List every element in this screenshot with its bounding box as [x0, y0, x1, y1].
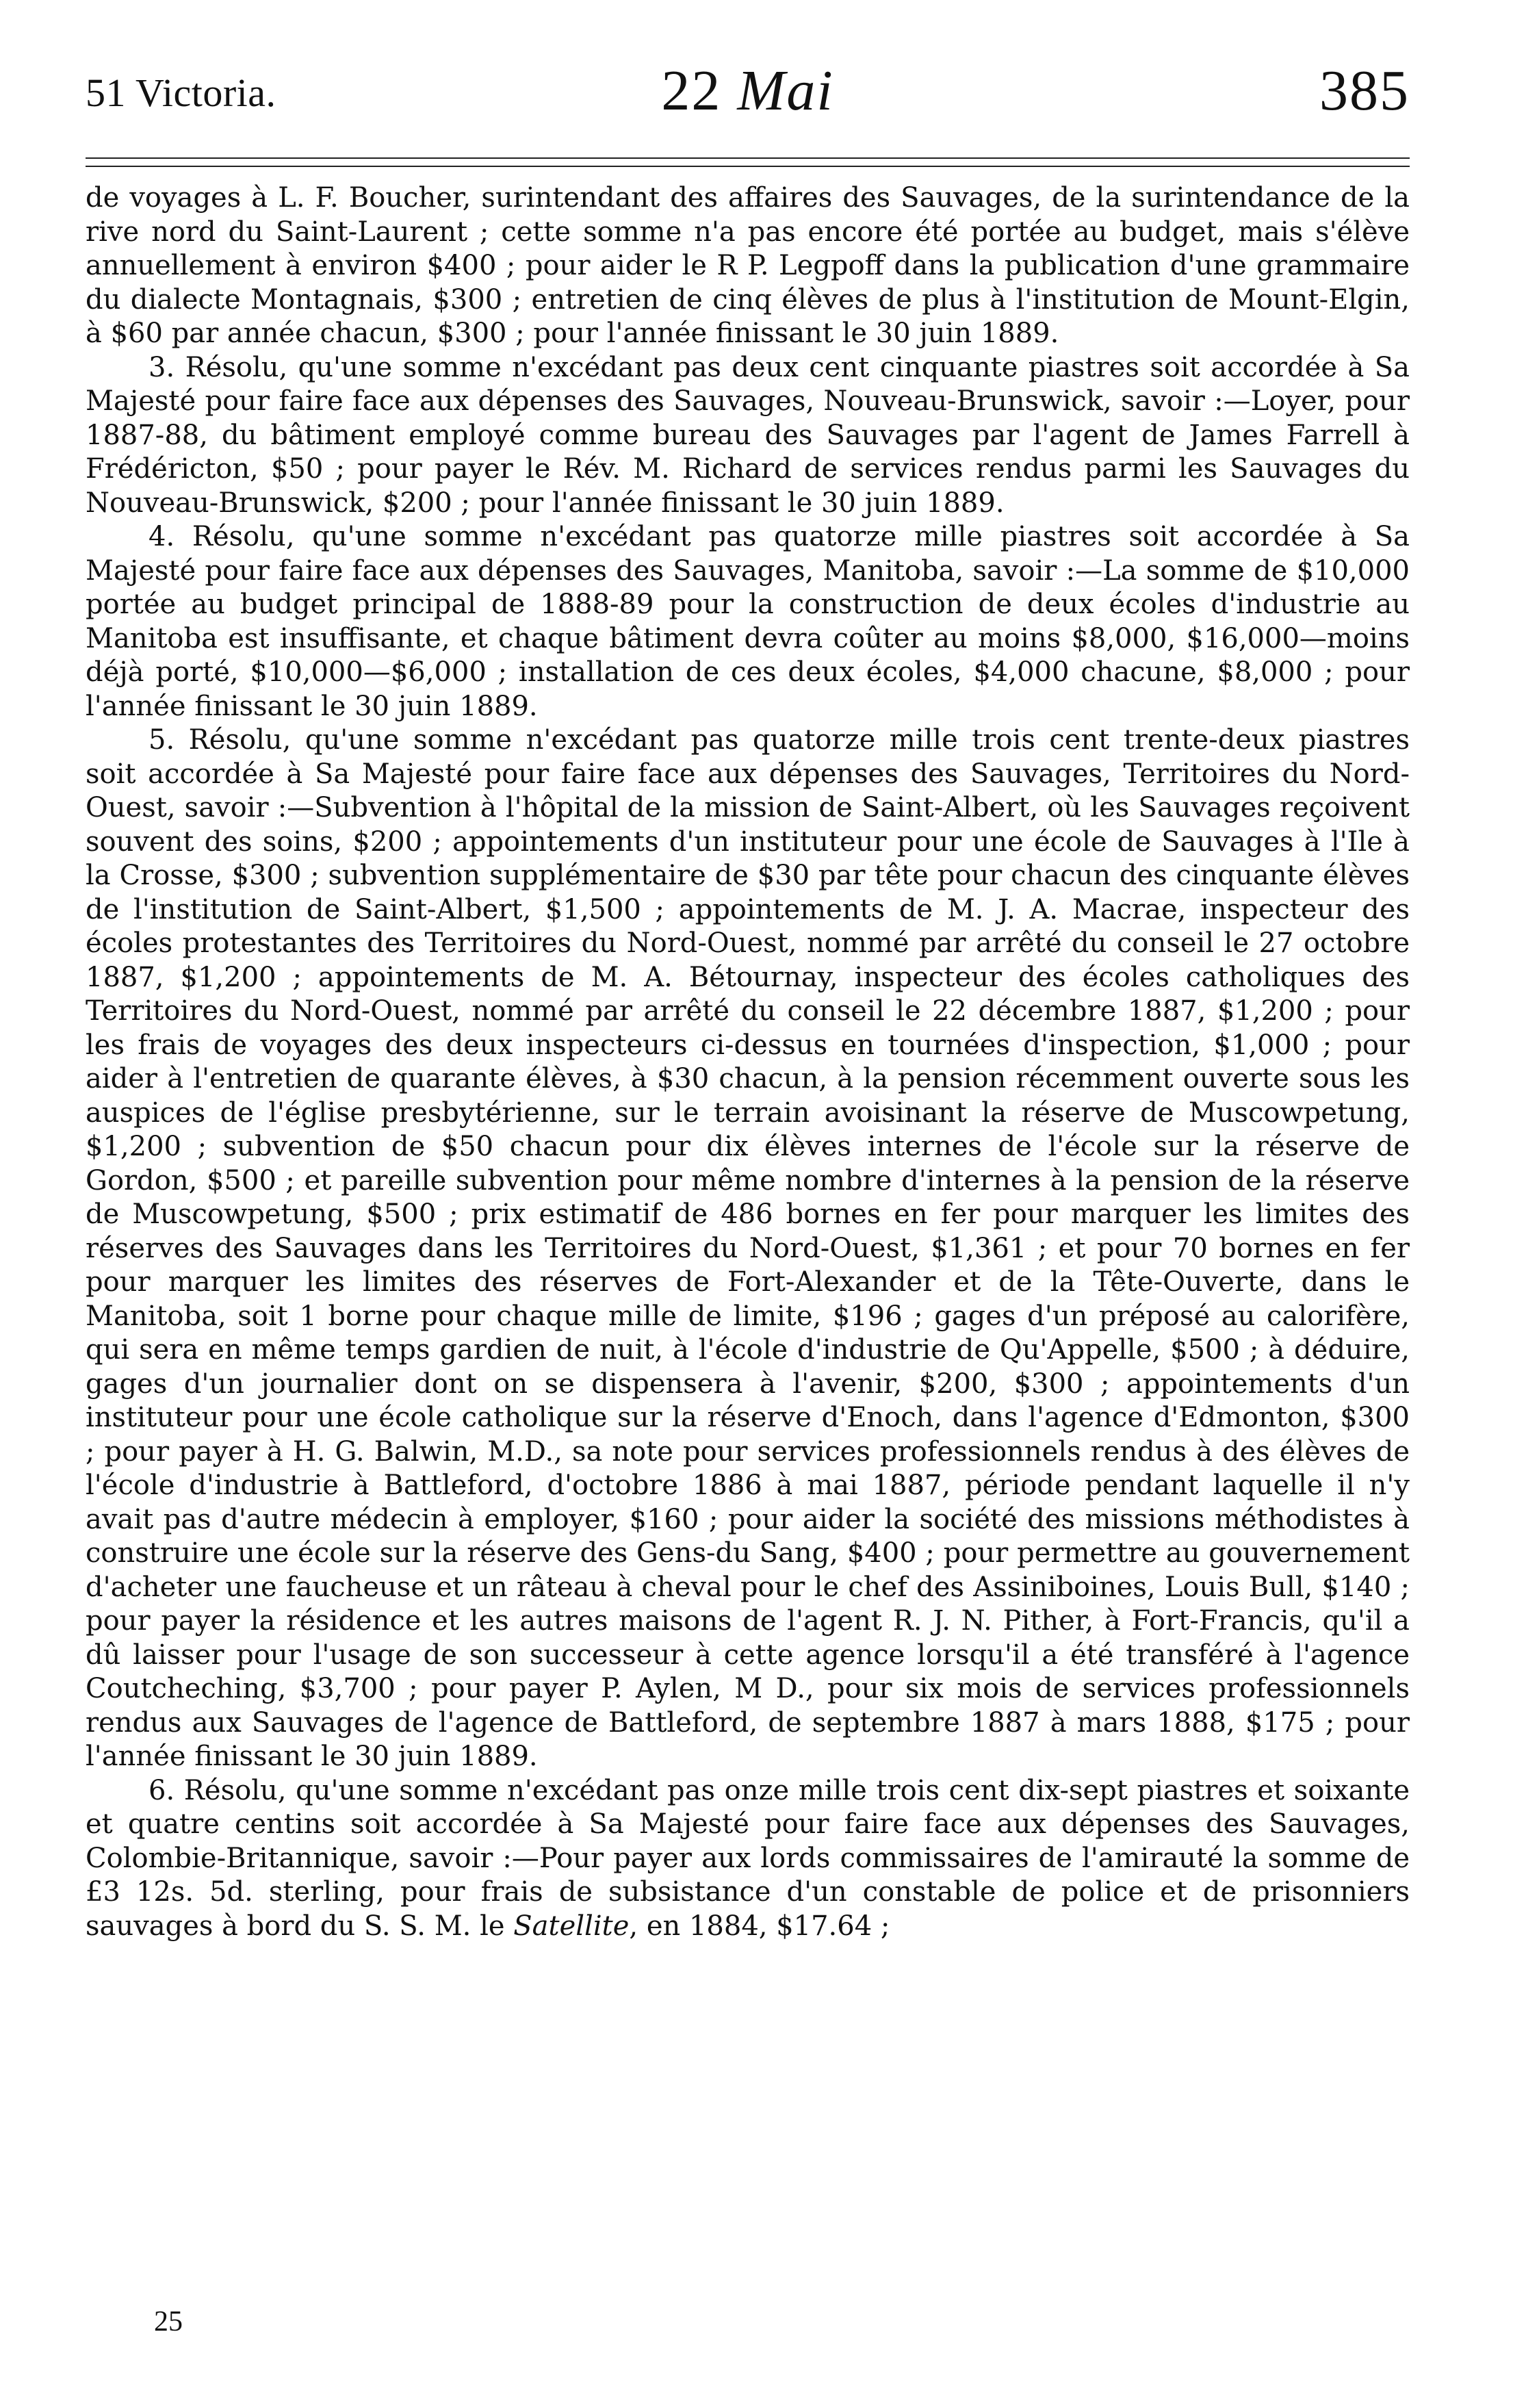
page-body	[86, 181, 1410, 1943]
paragraph-continuation: de voyages à L. F. Boucher, surintendant des affaires des Sauvages, de la surintendance de la rive nord du Saint-Laurent ; cette somme n'a pas encore été portée au budget, mais s'élève annuellement à environ $400 ; pour aider le R P. Legpoff dans la publication d'une grammaire du dialecte Montagnais, $300 ; entretien de cinq élèves de plus à l'institution de Mount-Elgin, à $60 par année chacun, $300 ; pour l'année finissant le 30 juin 1889.	[86, 182, 1410, 349]
paragraph-resolution-3: 3. Résolu, qu'une somme n'excédant pas deux cent cinquante piastres soit accordée à Sa Majesté pour faire face aux dépenses des Sauvages, Nouveau-Brunswick, savoir :—Loyer, pour 1887-88, du bâtiment employé comme bureau des Sauvages par l'agent de James Farrell à Frédéricton, $50 ; pour payer le Rév. M. Richard de services rendus parmi les Sauvages du Nouveau-Brunswick, $200 ; pour l'année finissant le 30 juin 1889.	[86, 351, 1410, 519]
resolution-6-text-end: , en 1884, $17.64 ;	[629, 1910, 890, 1942]
signature-mark: 25	[154, 2306, 183, 2337]
date-day: 22	[661, 59, 722, 123]
page-number: 385	[1319, 59, 1410, 123]
running-head-date	[86, 57, 1410, 124]
page-header	[86, 55, 1410, 137]
ship-name: Satellite	[513, 1910, 630, 1942]
resolution-6-text: 6. Résolu, qu'une somme n'excédant pas onze mille trois cent dix-sept piastres et soixante et quatre centins soit accordée à Sa Majesté pour faire face aux dépenses des Sauvages, Colombie-Britannique, savoir :—Pour payer aux lords commissaires de l'amirauté la somme de £3 12s. 5d. sterling, pour frais de subsistance d'un constable de police et de prisonniers sauvages à bord du S. S. M. le	[86, 1774, 1410, 1942]
paragraph-resolution-5: 5. Résolu, qu'une somme n'excédant pas quatorze mille trois cent trente-deux piastres soit accordée à Sa Majesté pour faire face aux dépenses des Sauvages, Territoires du Nord-Ouest, savoir :—Subvention à l'hôpital de la mission de Saint-Albert, où les Sauvages reçoivent souvent des soins, $200 ; appointements d'un instituteur pour une école de Sauvages à l'Ile à la Crosse, $300 ; subvention supplémentaire de $30 par tête pour chacun des cinquante élèves de l'institution de Saint-Albert, $1,500 ; appointements de M. J. A. Macrae, inspecteur des écoles protestantes des Territoires du Nord-Ouest, nommé par arrêté du conseil le 27 octobre 1887, $1,200 ; appointements de M. A. Bétournay, inspecteur des écoles catholiques des Territoires du Nord-Ouest, nommé par arrêté du conseil le 22 décembre 1887, $1,200 ; pour les frais de voyages des deux inspecteurs ci-dessus en tournées d'inspection, $1,000 ; pour aider à l'entretien de quarante élèves, à $30 chacun, à la pension récemment ouverte sous les auspices de l'église presbytérienne, sur le terrain avoisinant la réserve de Muscowpetung, $1,200 ; subvention de $50 chacun pour dix élèves internes de l'école sur la réserve de Gordon, $500 ; et pareille subvention pour même nombre d'internes à la pension de la réserve de Muscowpetung, $500 ; prix estimatif de 486 bornes en fer pour marquer les limites des réserves des Sauvages dans les Territoires du Nord-Ouest, $1,361 ; et pour 70 bornes en fer pour marquer les limites des réserves de Fort-Alexander et de la Tête-Ouverte, dans le Manitoba, soit 1 borne pour chaque mille de limite, $196 ; gages d'un préposé au calorifère, qui sera en même temps gardien de nuit, à l'école d'industrie de Qu'Appelle, $500 ; à déduire, gages d'un journalier dont on se dispensera à l'avenir, $200, $300 ; appointements d'un instituteur pour une école catholique sur la réserve d'Enoch, dans l'agence d'Edmonton, $300 ; pour payer à H. G. Balwin, M.D., sa note pour services professionnels rendus à des élèves de l'école d'industrie à Battleford, d'octobre 1886 à mai 1887, période pendant laquelle il n'y avait pas d'autre médecin à employer, $160 ; pour aider la société des missions méthodistes à construire une école sur la réserve des Gens-du Sang, $400 ; pour permettre au gouvernement d'acheter une faucheuse et un râteau à cheval pour le chef des Assiniboines, Louis Bull, $140 ; pour payer la résidence et les autres maisons de l'agent R. J. N. Pither, à Fort-Francis, qu'il a dû laisser pour l'usage de son successeur à cette agence lorsqu'il a été transféré à l'agence Coutcheching, $3,700 ; pour payer P. Aylen, M D., pour six mois de services professionnels rendus aux Sauvages de l'agence de Battleford, de septembre 1887 à mars 1888, $175 ; pour l'année finissant le 30 juin 1889.	[86, 724, 1410, 1772]
date-month: Mai	[737, 59, 834, 123]
document-page	[86, 55, 1410, 2368]
paragraph-resolution-6	[86, 1774, 1410, 1944]
running-head-session: 51 Victoria.	[86, 71, 276, 115]
header-double-rule	[86, 157, 1410, 167]
paragraph-resolution-4: 4. Résolu, qu'une somme n'excédant pas quatorze mille piastres soit accordée à Sa Majesté pour faire face aux dépenses des Sauvages, Manitoba, savoir :—La somme de $10,000 portée au budget principal de 1888-89 pour la construction de deux écoles d'industrie au Manitoba est insuffisante, et chaque bâtiment devra coûter au moins $8,000, $16,000—moins déjà porté, $10,000—$6,000 ; installation de ces deux écoles, $4,000 chacune, $8,000 ; pour l'année finissant le 30 juin 1889.	[86, 521, 1410, 722]
